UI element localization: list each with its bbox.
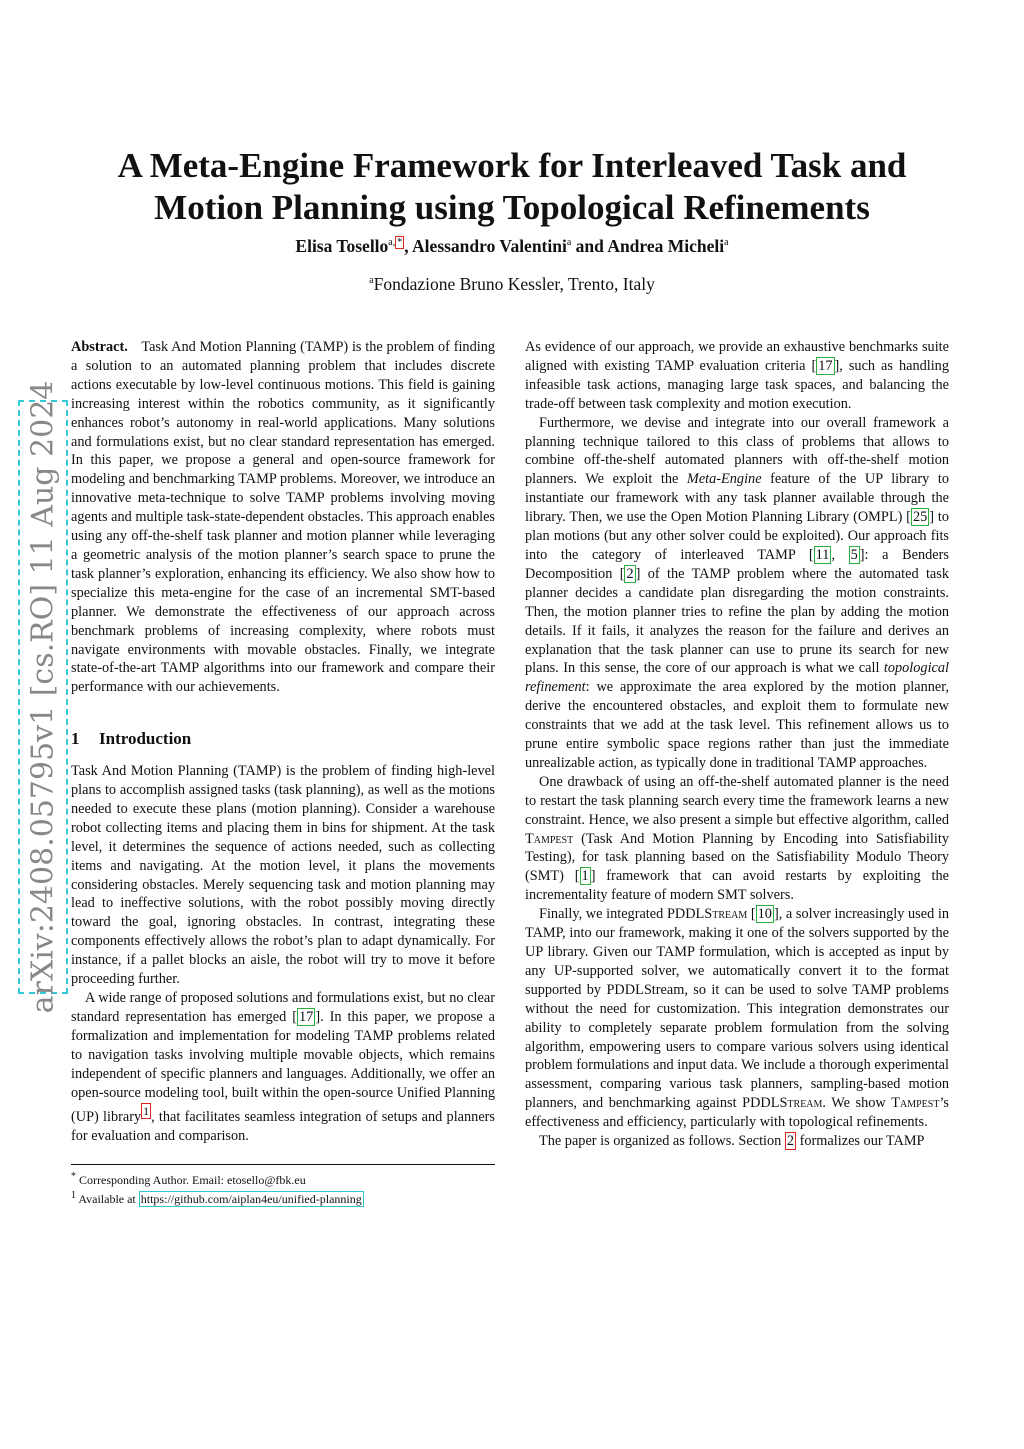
right-paragraph-1 — [525, 338, 949, 414]
arxiv-side-stamp — [18, 380, 68, 1014]
affiliation-mark: a — [369, 275, 374, 287]
text-span: ]: a Benders Decomposition [ — [525, 546, 949, 582]
author-conjunction: and — [575, 236, 604, 256]
author-list: Elisa Tosello$^{a,}$ * , Alessandro Valentini$^a$ and Andrea Micheli$^a$ — [295, 236, 729, 256]
right-paragraph-4 — [525, 905, 949, 1132]
section-number: 1 — [71, 729, 80, 749]
text-span: ] framework that can avoid restarts by exploiting the incrementality feature of modern SMT solvers. — [525, 868, 949, 904]
affiliation-text: Fondazione Bruno Kessler, Trento, Italy — [373, 274, 655, 294]
emphasis: topological refinement — [525, 660, 950, 696]
text-span: ’s effectiveness and efficiency, particularly with topological refinements. — [525, 1095, 949, 1131]
title-line-2: Motion Planning using Topological Refinements — [154, 188, 870, 227]
section-title: Introduction — [99, 729, 192, 749]
abstract — [71, 338, 495, 697]
title-line-1: A Meta-Engine Framework for Interleaved Task and — [117, 146, 907, 185]
text-span: One drawback of using an off-the-shelf automated planner is the need to restart the task planning search every time the framework learns a new constraint. Hence, we also present a simple but effective algorithm, called — [525, 773, 949, 828]
footnotes — [71, 1164, 495, 1207]
right-paragraph-3 — [525, 773, 949, 905]
text-span: ], such as handling infeasible task actions, managing large task spaces, and balancing the trade-off between task complexity and motion execution. — [525, 357, 949, 412]
algorithm-name: Tampest — [525, 830, 574, 847]
citation-link[interactable]: 17 — [818, 357, 833, 374]
citation-link[interactable]: 2 — [626, 565, 634, 582]
text-span: [ — [750, 906, 756, 923]
author-2: Alessandro Valentini — [412, 236, 567, 256]
algorithm-name: Tampest — [891, 1095, 940, 1112]
text-span: ]. In this paper, we propose a formalization and implementation for modeling TAMP problems related to navigation tasks involving multiple movable objects, which remains independent of specific planners and languages. Additionally, we offer an open-source modeling tool, built within the open-source Unified Planning (UP) library — [71, 1008, 495, 1126]
author-1-affil: a, — [388, 237, 396, 249]
right-paragraph-2 — [525, 414, 949, 773]
github-link[interactable]: https://github.com/aiplan4eu/unified-planning — [140, 1192, 362, 1206]
section-heading-introduction — [71, 730, 495, 749]
algorithm-name: PDDLStream — [666, 906, 748, 923]
intro-paragraph-1: Task And Motion Planning (TAMP) is the problem of finding high-level plans to accomplish assigned tasks (task planning), as well as the motions needed to execute these plans (motion planning). Consider a warehouse robot collecting items and placing them in bins for shipment. At the task level, it determines the sequence of actions needed, such as collecting items and navigating. At the motion level, it plans the movements considering obstacles. Merely sequencing task and motion planning may lead to ineffective solutions, with the robot possibly moving directly toward the goal, ignoring obstacles. In contrast, integrating these components effectively allows the robot’s plan to adapt dynamically. For instance, if a pallet blocks an aisle, the robot will try to move it before proceeding further. — [71, 763, 495, 988]
text-span: , — [831, 546, 849, 563]
text-span: A wide range of proposed solutions and formulations exist, but no clear standard representation has emerged [ — [71, 990, 495, 1025]
citation-link[interactable]: 17 — [299, 1008, 314, 1025]
footnote-link[interactable]: 1 — [143, 1104, 150, 1119]
text-span: Furthermore, we devise and integrate into our overall framework a planning technique tailored to this class of problems that allows to combine off-the-shelf automated planners with off-the-shelf motion planners. We exploit the — [525, 414, 949, 488]
footnote-2 — [71, 1188, 495, 1207]
right-paragraph-5 — [525, 1132, 949, 1151]
footnote-text: Corresponding Author. Email: etosello@fbk.eu — [79, 1173, 306, 1187]
author-1: Elisa Tosello — [295, 236, 389, 256]
paper-title — [80, 145, 944, 229]
citation-link[interactable]: 25 — [912, 509, 928, 526]
algorithm-name: PDDLStream — [742, 1095, 823, 1112]
emphasis: Meta-Engine — [686, 471, 762, 488]
footnote-1 — [71, 1169, 495, 1188]
footnote-mark: * — [71, 1171, 76, 1182]
abstract-label: Abstract. — [71, 339, 128, 355]
text-span: formalizes our TAMP — [799, 1133, 925, 1150]
text-span: , that facilitates seamless integration of setups and planners for evaluation and comparison. — [71, 1109, 495, 1145]
footnote-mark: 1 — [71, 1190, 76, 1201]
text-span: Finally, we integrated — [539, 906, 664, 923]
arxiv-identifier[interactable]: arXiv:2408.05795v1 [cs.RO] 11 Aug 2024 — [25, 380, 61, 1014]
text-span: : we approximate the area explored by the motion planner, derive the encountered obstacles, and exploit them to formulate new constraints that we add at the task level. This refinement allows us to prune entire symbolic space regions rather than just the immediate unrealizable action, as typically done in traditional TAMP approaches. — [525, 679, 949, 771]
affiliation — [80, 274, 944, 295]
author-3-affil: a — [724, 237, 729, 249]
intro-paragraph-2 — [71, 989, 495, 1146]
footnote-text: Available at — [78, 1192, 136, 1206]
citation-link[interactable]: 10 — [757, 906, 772, 923]
text-span: . We show — [822, 1095, 886, 1112]
citation-link[interactable]: 5 — [850, 546, 858, 563]
text-span: As evidence of our approach, we provide an exhaustive benchmarks suite aligned with existing TAMP evaluation criteria [ — [525, 339, 949, 374]
author-2-affil: a — [566, 237, 572, 249]
section-link[interactable]: 2 — [786, 1133, 795, 1150]
author-3: Andrea Micheli — [607, 236, 725, 256]
citation-link[interactable]: 1 — [581, 868, 589, 885]
corresponding-author-mark[interactable]: * — [397, 237, 403, 249]
text-span: (Task And Motion Planning by Encoding into Satisfiability Testing), for task planning based on the Satisfiability Modulo Theory (SMT) [ — [525, 830, 949, 885]
right-column — [525, 338, 949, 1151]
citation-link[interactable]: 11 — [815, 546, 830, 563]
text-span: ] of the TAMP problem where the automated task planner decides a candidate plan disregarding the motion constraints. Then, the motion planner tries to refine the plan by adding the motion details. If it fails, it analyzes the reason for the failure and derives an explanation that the task planner can use to prune its search for new plans. In this sense, the core of our approach is what we call — [525, 565, 949, 677]
text-span: feature of the UP library to instantiate our framework with any task planner available through the library. Then, we use the Open Motion Planning Library (OMPL) [ — [525, 471, 950, 526]
text-span: ], a solver increasingly used in TAMP, into our framework, making it one of the solvers supported by the UP library. Given our TAMP formulation, which is accepted as input by any UP-supported solver, we automatically convert it to the format supported by PDDLStream, so it can be used to solve TAMP problems without the need for customization. This integration demonstrates our ability to completely separate problem formulation from the solving algorithm, empowering users to compare various solvers using identical problem formulations and input data. We include a thorough experimental assessment, comparing various task planners, sampling-based motion planners, and benchmarking against — [525, 906, 949, 1112]
left-column — [71, 338, 495, 1146]
text-span: ] to plan motions (but any other solver could be exploited). Our approach fits into the category of interleaved TAMP [ — [525, 509, 949, 563]
abstract-text: Task And Motion Planning (TAMP) is the problem of finding a solution to an automated planning problem that includes discrete actions executable by low-level continuous motions. This field is gaining increasing interest within the robotics community, as it significantly enhances robot’s autonomy in real-world applications. Many solutions and formulations exist, but no clear standard representation has emerged. In this paper, we propose a general and open-source framework for modeling and benchmarking TAMP problems. Moreover, we introduce an innovative meta-technique to solve TAMP problems involving moving agents and multiple task-state-dependent obstacles. This approach enables using any off-the-shelf task planner and motion planner while leveraging a geometric analysis of the motion planner’s search space to prune the task planner’s exploration, enhancing its efficiency. We also show how to specialize this meta-engine for the case of an incremental SMT-based planner. We demonstrate the effectiveness of our approach across benchmark problems of increasing complexity, where robots must navigate environments with movable obstacles. Finally, we integrate state-of-the-art TAMP algorithms into our framework and compare their performance with our achievements. — [71, 339, 495, 696]
text-span: The paper is organized as follows. Section — [539, 1133, 782, 1150]
